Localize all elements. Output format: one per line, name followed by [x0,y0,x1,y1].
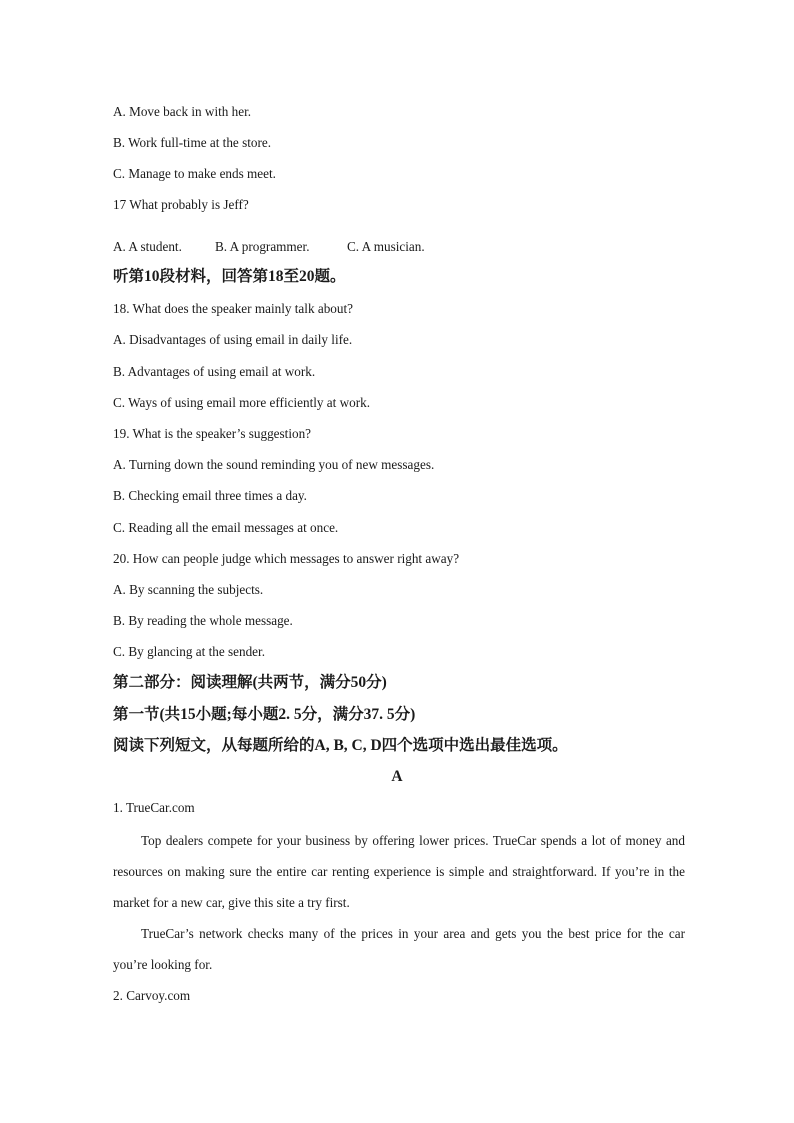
q17-option-b: B. A programmer. [215,239,310,254]
q16-option-c: C. Manage to make ends meet. [113,166,276,181]
q17-options [113,238,425,256]
q16-option-b: B. Work full-time at the store. [113,135,272,150]
item1-paragraph-1: Top dealers compete for your business by offering lower prices. TrueCar spends a lot of money and resources on making sure the entire car renting experience is simple and straightforward. If you’re in the market for a new car, give this site a try first. [113,833,685,910]
q18-option-b: B. Advantages of using email at work. [113,364,316,379]
q19-option-b: B. Checking email three times a day. [113,488,307,503]
q18-option-c: C. Ways of using email more efficiently at work. [113,395,371,410]
q18-option-a: A. Disadvantages of using email in daily life. [113,332,353,347]
q20-question: 20. How can people judge which messages to answer right away? [113,551,460,566]
q20-option-c: C. By glancing at the sender. [113,644,265,659]
item1-title: 1. TrueCar.com [113,800,195,815]
passage-label: A [391,768,403,785]
item1-paragraph-2: TrueCar’s network checks many of the prices in your area and gets you the best price for the car you’re looking for. [113,926,685,972]
section1-heading: 第一节(共15小题;每小题2. 5分，满分37. 5分) [113,706,416,723]
q19-option-c: C. Reading all the email messages at once. [113,520,339,535]
section10-heading: 听第10段材料，回答第18至20题。 [113,268,346,285]
q18-question: 18. What does the speaker mainly talk about? [113,301,353,316]
q16-option-a: A. Move back in with her. [113,104,252,119]
q20-option-a: A. By scanning the subjects. [113,582,264,597]
q17-option-a: A. A student. [113,239,182,254]
q20-option-b: B. By reading the whole message. [113,613,293,628]
q17-question: 17 What probably is Jeff? [113,197,249,212]
part2-heading: 第二部分：阅读理解(共两节，满分50分) [113,674,387,691]
item2-title: 2. Carvoy.com [113,988,191,1003]
instruction: 阅读下列短文，从每题所给的A, B, C, D四个选项中选出最佳选项。 [113,737,568,754]
q19-question: 19. What is the speaker’s suggestion? [113,426,312,441]
q17-option-c: C. A musician. [347,239,425,254]
q19-option-a: A. Turning down the sound reminding you of new messages. [113,457,435,472]
